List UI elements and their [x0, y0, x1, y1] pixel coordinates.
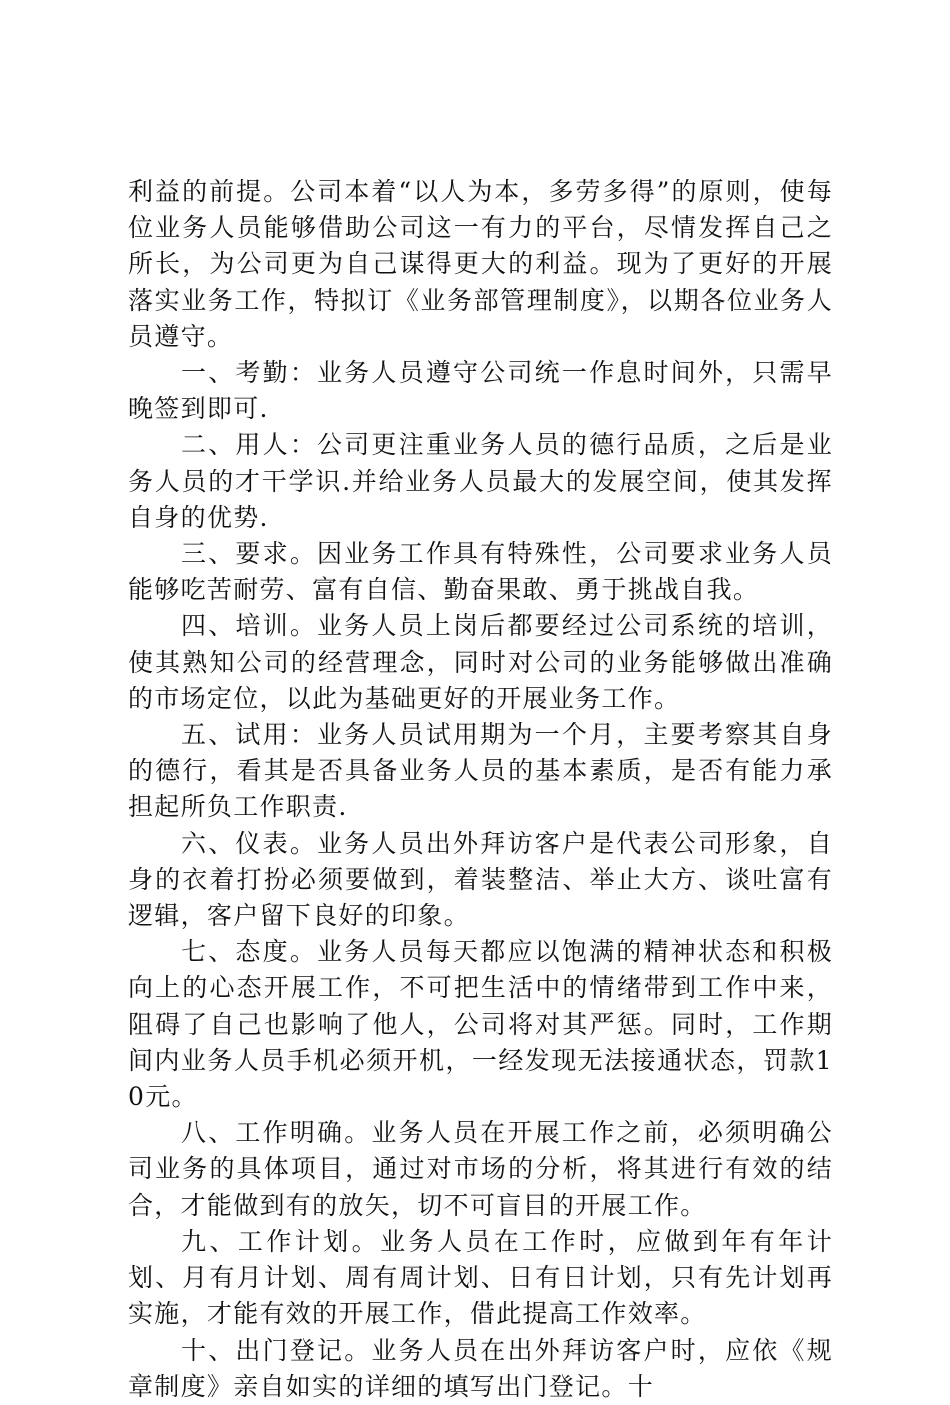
- document-body: [128, 174, 833, 1405]
- paragraph-registration: 十、出门登记。业务人员在出外拜访客户时，应依《规章制度》亲自如实的详细的填写出门登记。十: [128, 1335, 833, 1401]
- paragraph-attitude: 七、态度。业务人员每天都应以饱满的精神状态和积极向上的心态开展工作，不可把生活中的情绪带到工作中来，阻碍了自己也影响了他人，公司将对其严惩。同时，工作期间内业务人员手机必须开机，一经发现无法接通状态，罚款10元。: [128, 937, 833, 1112]
- paragraph-training: 四、培训。业务人员上岗后都要经过公司系统的培训，使其熟知公司的经营理念，同时对公司的业务能够做出准确的市场定位，以此为基础更好的开展业务工作。: [128, 611, 833, 713]
- paragraph-intro: 利益的前提。公司本着“以人为本，多劳多得”的原则，使每位业务人员能够借助公司这一有力的平台，尽情发挥自己之所长，为公司更为自己谋得更大的利益。现为了更好的开展落实业务工作，特拟订《业务部管理制度》，以期各位业务人员遵守。: [128, 177, 833, 351]
- paragraph-requirements: 三、要求。因业务工作具有特殊性，公司要求业务人员能够吃苦耐劳、富有自信、勤奋果敢、勇于挑战自我。: [128, 539, 833, 605]
- paragraph-clarity: 八、工作明确。业务人员在开展工作之前，必须明确公司业务的具体项目，通过对市场的分析，将其进行有效的结合，才能做到有的放矢，切不可盲目的开展工作。: [128, 1118, 833, 1220]
- paragraph-probation: 五、试用：业务人员试用期为一个月，主要考察其自身的德行，看其是否具备业务人员的基本素质，是否有能力承担起所负工作职责.: [128, 720, 833, 822]
- paragraph-planning: 九、工作计划。业务人员在工作时，应做到年有年计划、月有月计划、周有周计划、日有日计划，只有先计划再实施，才能有效的开展工作，借此提高工作效率。: [128, 1226, 833, 1329]
- paragraph-employment: 二、用人：公司更注重业务人员的德行品质，之后是业务人员的才干学识.并给业务人员最大的发展空间，使其发挥自身的优势.: [128, 430, 833, 532]
- paragraph-appearance: 六、仪表。业务人员出外拜访客户是代表公司形象，自身的衣着打扮必须要做到，着装整洁、举止大方、谈吐富有逻辑，客户留下良好的印象。: [128, 828, 833, 931]
- paragraph-attendance: 一、考勤：业务人员遵守公司统一作息时间外，只需早晚签到即可.: [128, 358, 833, 424]
